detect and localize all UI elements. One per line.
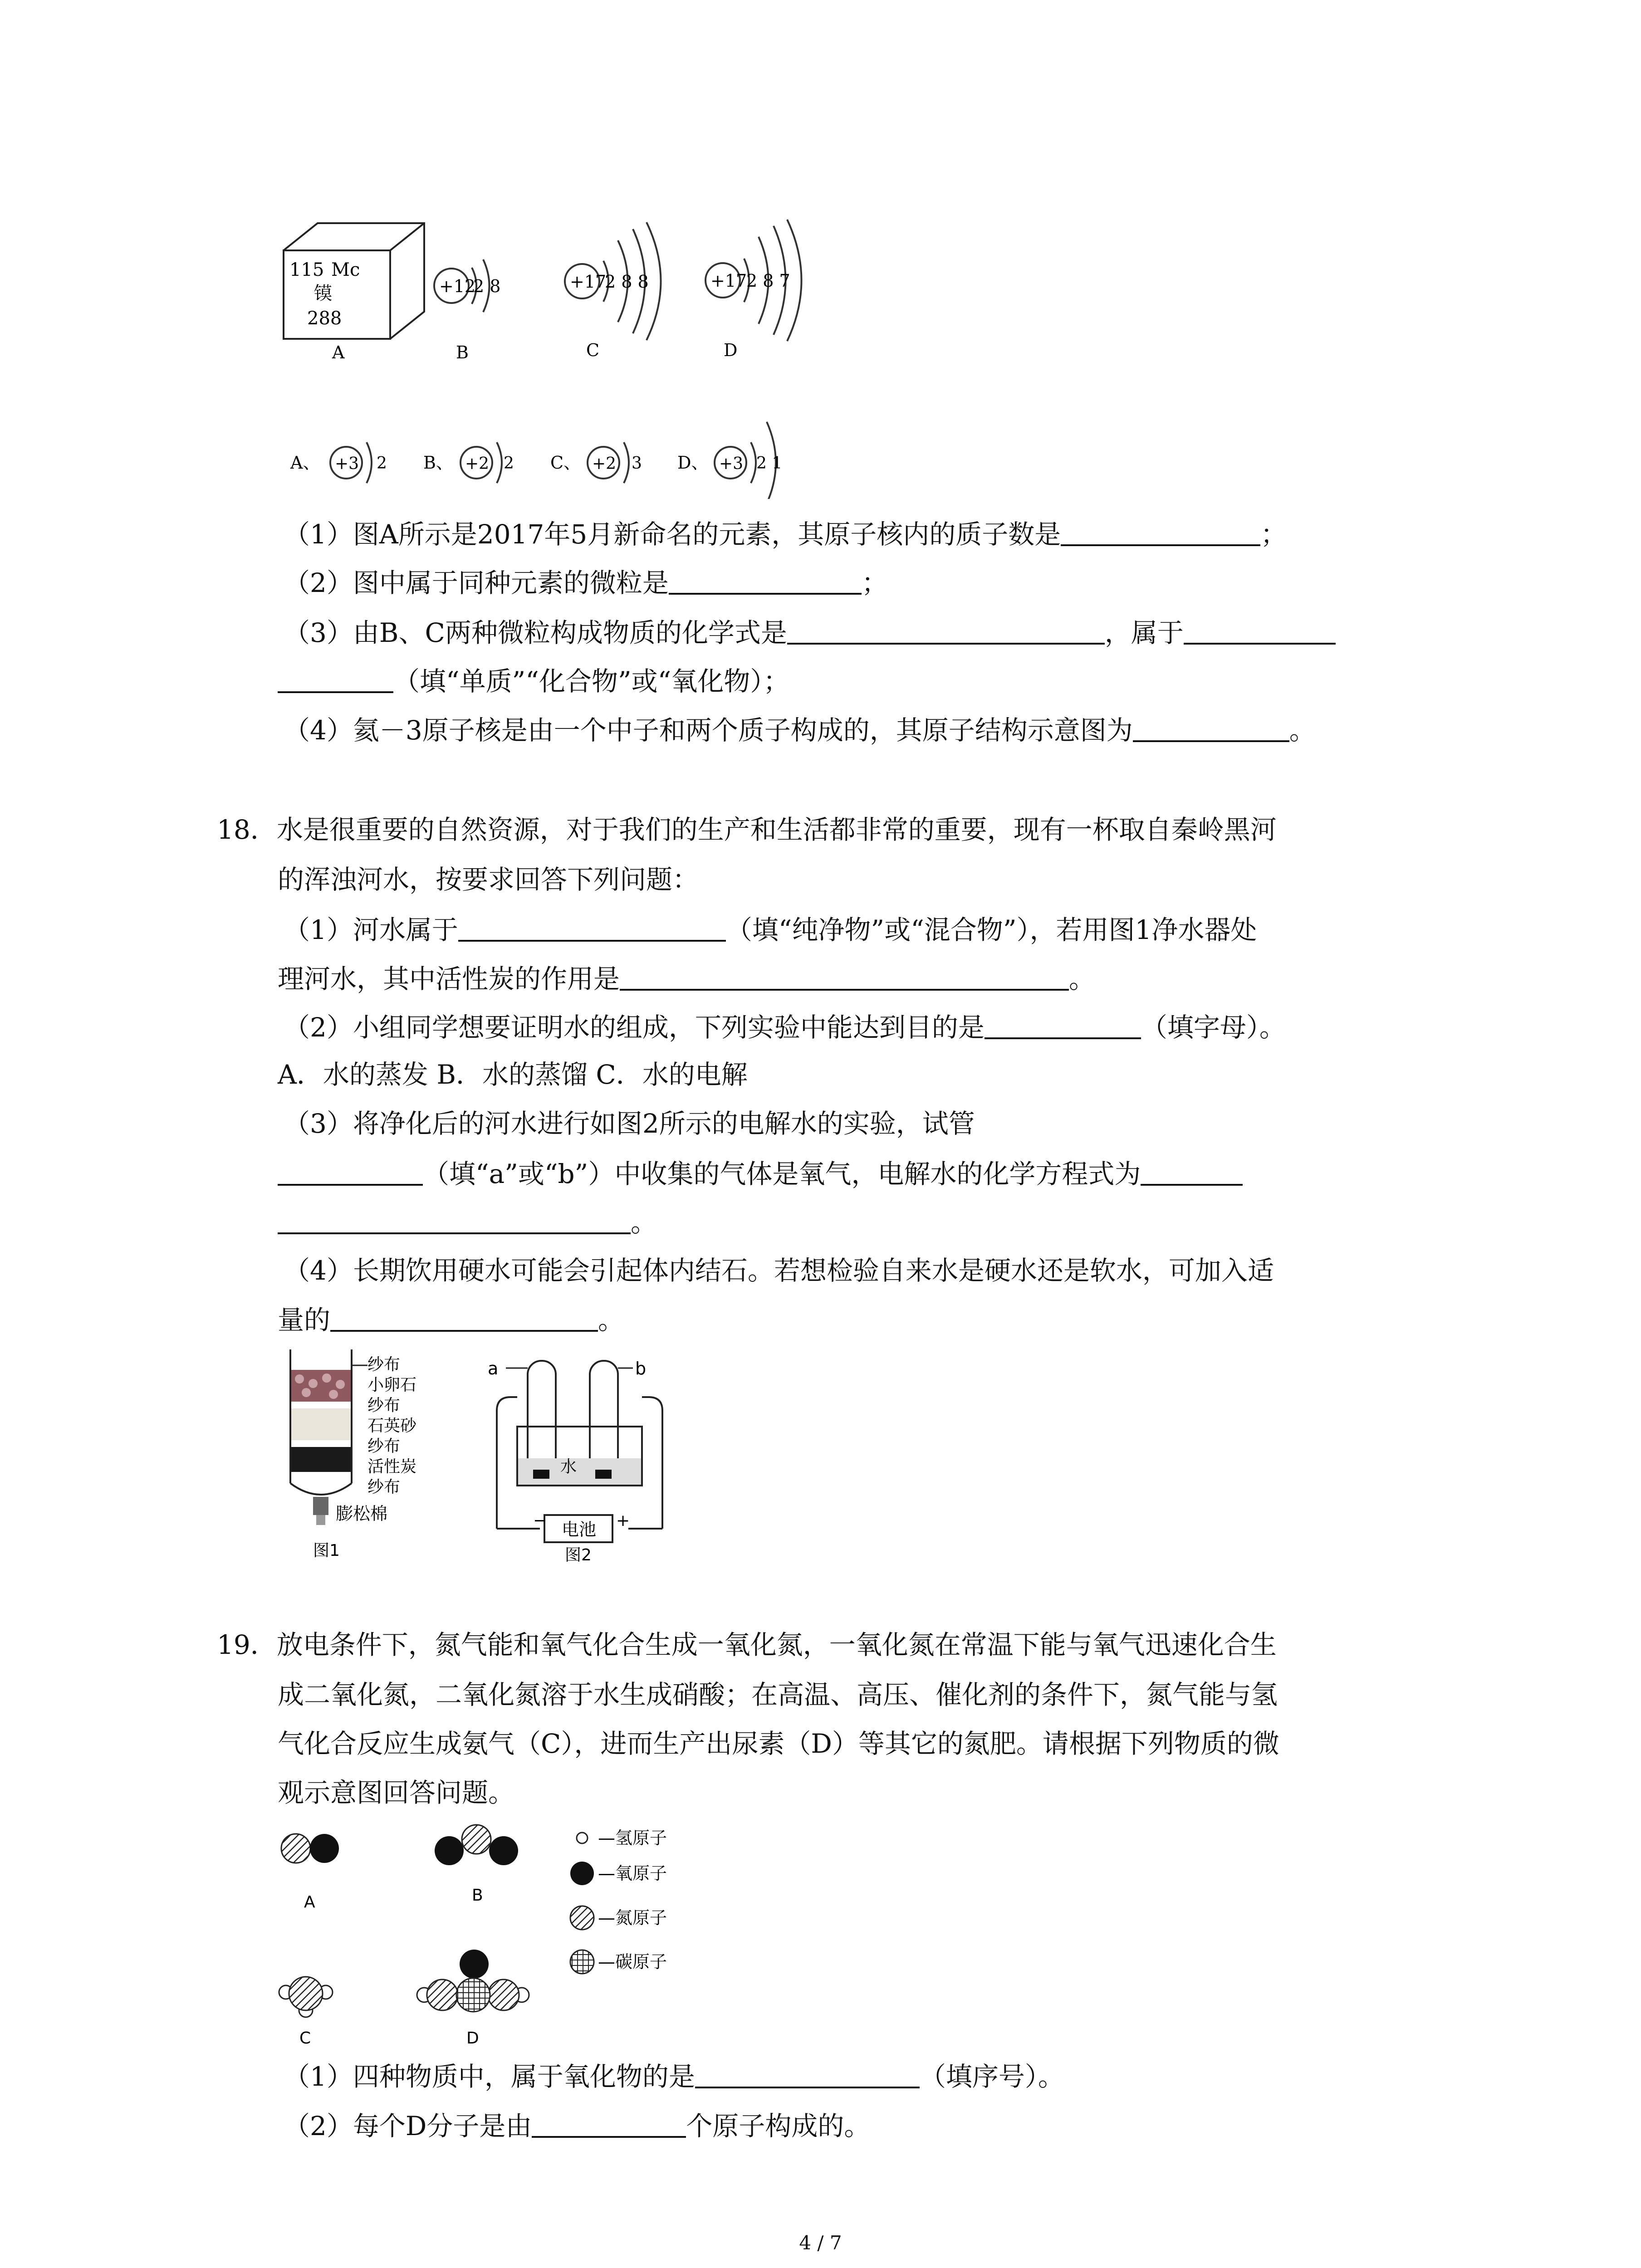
molecule-a	[281, 1834, 339, 1863]
option-d-shells: 2 1	[756, 454, 783, 473]
q17-part3: （3）由B、C两种微粒构成物质的化学式是 ，属于	[284, 619, 1336, 646]
card-symbol: Mc	[331, 259, 360, 280]
atom-d-nucleus: +17	[710, 271, 747, 291]
option-a-shells: 2	[377, 454, 387, 473]
option-d-label: D、	[677, 453, 709, 473]
filter-layer-2: 小卵石	[367, 1376, 417, 1394]
option-c-label: C、	[550, 453, 581, 473]
atom-b-nucleus: +12	[439, 276, 476, 296]
q19-part2: （2）每个D分子是由 个原子构成的。	[284, 2111, 871, 2141]
legend	[570, 1833, 594, 1974]
atom-b-shells: 2 8	[473, 276, 501, 296]
filter-bottom-label: 膨松棉	[336, 1504, 388, 1524]
molecule-label-c: C	[299, 2029, 311, 2048]
filter-layer-3: 纱布	[367, 1396, 401, 1415]
battery-minus: −	[533, 1511, 547, 1530]
molecule-b	[435, 1825, 518, 1865]
q17-part3-line2: （填“单质”“化合物”或“氧化物）；	[278, 668, 789, 694]
option-d-nucleus: +3	[719, 455, 744, 473]
q17-part1: （1）图A所示是2017年5月新命名的元素，其原子核内的质子数是 ；	[284, 519, 1287, 550]
page-number: 4 / 7	[799, 2232, 842, 2254]
figure-label-b: B	[456, 342, 469, 362]
option-a-label: A、	[290, 453, 320, 473]
option-b-label: B、	[423, 453, 453, 473]
q18-part2-options: A．水的蒸发 B．水的蒸馏 C．水的电解	[278, 1059, 748, 1090]
option-b-nucleus: +2	[465, 455, 490, 473]
filter-layer-5: 纱布	[367, 1437, 401, 1456]
water-label: 水	[560, 1457, 577, 1476]
q18-part1-line2: 理河水，其中活性炭的作用是 。	[278, 963, 1096, 994]
q19-part1-blank[interactable]	[695, 2063, 920, 2088]
atom-c-shells: 2 8 8	[605, 272, 649, 292]
q18-part3-line2: （填“a”或“b”）中收集的气体是氧气，电解水的化学方程式为	[278, 1160, 1243, 1187]
filter-layer-7: 纱布	[367, 1478, 401, 1496]
q17-part2: （2）图中属于同种元素的微粒是 ；	[284, 567, 888, 598]
legend-oxygen: —氧原子	[598, 1863, 667, 1883]
q19-stem-line4: 观示意图回答问题。	[278, 1777, 515, 1808]
q18-stem-line2: 的浑浊河水，按要求回答下列问题：	[278, 864, 699, 895]
molecule-label-a: A	[304, 1893, 315, 1911]
molecule-label-b: B	[472, 1886, 483, 1905]
molecule-c	[279, 1977, 333, 2017]
legend-carbon: —碳原子	[598, 1952, 667, 1972]
q18-part3: （3）将净化后的河水进行如图2所示的电解水的实验，试管	[284, 1108, 975, 1139]
option-c-nucleus: +2	[592, 455, 617, 473]
figure-label-d: D	[724, 340, 738, 360]
option-b-shells: 2	[504, 454, 514, 473]
q19-part2-blank[interactable]	[532, 2112, 686, 2138]
battery-plus: +	[616, 1511, 630, 1530]
option-a-nucleus: +3	[335, 455, 359, 473]
card-number: 115	[289, 259, 324, 280]
q19-stem-line1: 19．放电条件下，氮气能和氧气化合生成一氧化氮，一氧化氮在常温下能与氧气迅速化合生	[217, 1629, 1277, 1660]
filter-layer-6: 活性炭	[367, 1457, 417, 1476]
molecule-label-d: D	[466, 2029, 479, 2048]
q18-part2: （2）小组同学想要证明水的组成，下列实验中能达到目的是 （填字母）。	[284, 1012, 1286, 1043]
q19-stem-line2: 成二氧化氮，二氧化氮溶于水生成硝酸；在高温、高压、催化剂的条件下，氮气能与氢	[278, 1679, 1278, 1710]
legend-hydrogen: —氢原子	[598, 1828, 667, 1848]
q18-part4-line2: 量的 。	[278, 1305, 625, 1335]
card-name: 镆	[314, 283, 332, 304]
atom-d-shells: 2 8 7	[746, 271, 790, 291]
molecule-d	[417, 1950, 529, 2012]
tube-b-label: b	[635, 1359, 647, 1378]
figure-2-caption: 图2	[565, 1546, 592, 1564]
figure-label-a: A	[332, 342, 345, 362]
legend-nitrogen: —氮原子	[598, 1908, 667, 1928]
q18-part4: （4）长期饮用硬水可能会引起体内结石。若想检验自来水是硬水还是软水，可加入适	[284, 1255, 1274, 1286]
q19-part1: （1）四种物质中，属于氧化物的是 （填序号）。	[284, 2061, 1064, 2092]
battery-label: 电池	[562, 1520, 597, 1540]
option-c-shells: 3	[632, 454, 642, 473]
figure-label-c: C	[586, 340, 600, 360]
q17-part4: （4）氦－3原子核是由一个中子和两个质子构成的，其原子结构示意图为 。	[284, 715, 1316, 746]
q19-stem-line3: 气化合反应生成氨气（C），进而生产出尿素（D）等其它的氮肥。请根据下列物质的微	[278, 1728, 1279, 1759]
q18-part3-line3: 。	[278, 1209, 657, 1236]
filter-layer-4: 石英砂	[367, 1417, 417, 1435]
tube-a-label: a	[488, 1359, 499, 1378]
q18-stem-line1: 18．水是很重要的自然资源，对于我们的生产和生活都非常的重要，现有一杯取自秦岭黑河	[217, 814, 1277, 845]
q18-part1: （1）河水属于 （填“纯净物”或“混合物”），若用图1净水器处	[284, 914, 1257, 945]
atom-c-nucleus: +17	[570, 272, 607, 292]
filter-layer-1: 纱布	[367, 1355, 401, 1374]
card-mass: 288	[307, 308, 342, 329]
figure-1-caption: 图1	[313, 1541, 340, 1560]
